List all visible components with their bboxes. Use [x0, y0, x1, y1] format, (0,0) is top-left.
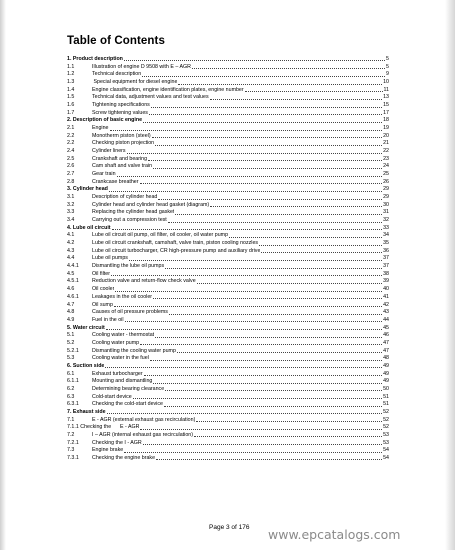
toc-dot-leader	[164, 401, 382, 406]
toc-entry-title: Technical description	[92, 71, 142, 78]
toc-dot-leader	[194, 432, 382, 437]
toc-entry-title: 5. Water circuit	[67, 324, 105, 331]
toc-entry[interactable]	[67, 294, 389, 302]
toc-entry-page: 48	[383, 355, 389, 362]
toc-entry-number: 7.2.1	[67, 439, 79, 446]
toc-entry-title: Oil sump	[92, 301, 113, 308]
toc-entry-page: 53	[383, 431, 389, 438]
toc-entry-title: Technical data, adjustment values and test values	[92, 94, 209, 101]
toc-entry-title: Illustration of engine D 9508 with E – AGR	[92, 63, 191, 70]
toc-dot-leader	[124, 447, 382, 452]
toc-entry-number: 2.6	[67, 163, 75, 170]
toc-entry-page: 5	[386, 56, 389, 62]
toc-entry[interactable]	[67, 94, 389, 102]
toc-entry-title: Cam shaft and valve train	[92, 163, 153, 170]
toc-entry[interactable]	[67, 424, 389, 432]
toc-entry-title: Lube oil circuit crankshaft, camshaft, valve train, piston cooling nozzles	[92, 240, 259, 247]
toc-dot-leader	[165, 263, 382, 268]
toc-entry-page: 35	[383, 240, 389, 247]
toc-entry[interactable]	[67, 386, 389, 394]
toc-entry-title: Tightening specifications	[92, 102, 150, 109]
toc-entry-number: 5.3	[67, 355, 75, 362]
toc-entry-page: 9	[386, 71, 389, 78]
toc-entry-title: Cooling water pump	[92, 339, 140, 346]
toc-dot-leader	[117, 171, 383, 176]
toc-entry-page: 52	[383, 424, 389, 431]
toc-entry[interactable]	[67, 271, 389, 279]
toc-entry[interactable]	[67, 79, 389, 87]
toc-entry-number: 4.3	[67, 247, 75, 254]
toc-entry-number: 2.2	[67, 140, 75, 147]
toc-entry[interactable]	[67, 332, 389, 340]
toc-entry-page: 18	[383, 117, 389, 124]
toc-entry[interactable]	[67, 348, 389, 356]
toc-entry-number: 1.3	[67, 79, 75, 86]
toc-dot-leader	[124, 56, 385, 61]
toc-entry-page: 52	[383, 408, 389, 415]
toc-entry-page: 37	[383, 263, 389, 270]
toc-dot-leader	[112, 225, 383, 230]
toc-entry-title: Crankshaft and bearing	[92, 155, 148, 162]
toc-entry-page: 49	[383, 362, 389, 369]
toc-dot-leader	[158, 194, 382, 199]
toc-entry-number: 2.4	[67, 148, 75, 155]
toc-entry-page: 54	[383, 454, 389, 461]
toc-dot-leader	[169, 309, 382, 314]
toc-entry-title: Checking piston projection	[92, 140, 155, 147]
toc-entry-page: 36	[383, 247, 389, 254]
toc-entry-number: 4.4.1	[67, 263, 79, 270]
toc-entry[interactable]	[67, 394, 389, 402]
toc-dot-leader	[133, 394, 382, 399]
toc-dot-leader	[140, 340, 382, 345]
toc-dot-leader	[197, 278, 382, 283]
toc-dot-leader	[106, 325, 382, 330]
toc-entry-page: 38	[383, 270, 389, 277]
toc-entry-number: 4.5	[67, 270, 75, 277]
toc-dot-leader	[144, 371, 382, 376]
toc-dot-leader	[143, 440, 382, 445]
toc-entry-title: I – AGR (internal exhaust gas recirculation)	[92, 431, 193, 438]
toc-entry-page: 23	[383, 155, 389, 162]
toc-entry[interactable]	[67, 432, 389, 440]
toc-dot-leader	[153, 378, 382, 383]
toc-entry-page: 19	[383, 125, 389, 132]
toc-entry-number: 4.2	[67, 240, 75, 247]
toc-entry[interactable]	[67, 309, 389, 317]
toc-entry-number: 4.7	[67, 301, 75, 308]
toc-entry[interactable]	[67, 401, 389, 409]
toc-entry-number: 1.5	[67, 94, 75, 101]
toc-entry-page: 53	[383, 439, 389, 446]
toc-entry-title: Lube oil circuit oil pump, oil filter, oil cooler, oil water pump	[92, 232, 229, 239]
toc-section-heading[interactable]	[67, 117, 389, 125]
toc-entry-title: 7.1.1 Checking the E - AGR	[67, 424, 140, 431]
toc-entry[interactable]	[67, 179, 389, 187]
toc-entry-number: 6.3.1	[67, 401, 79, 408]
toc-entry-page: 13	[383, 94, 389, 101]
toc-entry-title: Reduction valve and return-flow check valve	[92, 278, 196, 285]
toc-entry-page: 5	[386, 63, 389, 70]
toc-dot-leader	[109, 186, 382, 191]
toc-entry-title: Description of cylinder head	[92, 194, 158, 201]
toc-entry-page: 51	[383, 393, 389, 400]
toc-entry-title: Mounting and dismantling	[92, 378, 153, 385]
toc-entry-number: 7.1	[67, 416, 75, 423]
page-shadow-right	[445, 0, 455, 550]
toc-entry[interactable]	[67, 278, 389, 286]
toc-entry-number: 3.4	[67, 217, 75, 224]
toc-entry-title: Determining bearing clearance	[92, 385, 165, 392]
toc-dot-leader	[153, 163, 382, 168]
toc-entry-number: 4.5.1	[67, 278, 79, 285]
toc-entry[interactable]	[67, 140, 389, 148]
toc-entry-page: 45	[383, 324, 389, 331]
toc-entry-page: 51	[383, 401, 389, 408]
toc-entry[interactable]	[67, 156, 389, 164]
toc-entry-title: Cylinder liners	[92, 148, 126, 155]
toc-section-heading[interactable]	[67, 409, 389, 417]
toc-dot-leader	[177, 348, 382, 353]
toc-entry-number: 4.1	[67, 232, 75, 239]
toc-dot-leader	[155, 332, 382, 337]
toc-dot-leader	[140, 179, 383, 184]
toc-entry-number: 2.1	[67, 125, 75, 132]
toc-entry[interactable]	[67, 440, 389, 448]
toc-entry-title: Checking the I - AGR	[92, 439, 142, 446]
toc-dot-leader	[150, 355, 382, 360]
toc-entry-page: 40	[383, 286, 389, 293]
toc-entry-number: 1.2	[67, 71, 75, 78]
toc-entry-page: 32	[383, 217, 389, 224]
toc-section-heading[interactable]	[67, 186, 389, 194]
toc-dot-leader	[149, 110, 382, 115]
toc-dot-leader	[107, 409, 383, 414]
toc-dot-leader	[125, 317, 383, 322]
toc-entry-title: 7. Exhaust side	[67, 408, 106, 415]
toc-dot-leader	[192, 64, 385, 69]
toc-entry[interactable]	[67, 302, 389, 310]
toc-entry-title: Special equipment for diesel engine	[92, 79, 178, 86]
toc-entry-number: 4.4	[67, 255, 75, 262]
toc-entry-page: 42	[383, 301, 389, 308]
toc-entry-title: 6. Suction side	[67, 362, 105, 369]
toc-entry-title: Lube oil pumps	[92, 255, 128, 262]
toc-dot-leader	[142, 71, 385, 76]
toc-entry-title: Cooling water - thermostat	[92, 332, 155, 339]
toc-dot-leader	[261, 248, 382, 253]
toc-entry-number: 4.6.1	[67, 293, 79, 300]
toc-entry[interactable]	[67, 133, 389, 141]
toc-entry-title: Screw tightening values	[92, 109, 148, 116]
toc-entry-page: 26	[383, 178, 389, 185]
toc-entry[interactable]	[67, 455, 389, 463]
toc-entry-page: 50	[383, 385, 389, 392]
toc-entry[interactable]	[67, 148, 389, 156]
toc-entry-page: 49	[383, 370, 389, 377]
toc-entry-page: 41	[383, 293, 389, 300]
toc-entry-page: 37	[383, 255, 389, 262]
toc-entry-number: 5.2.1	[67, 347, 79, 354]
toc-dot-leader	[210, 94, 382, 99]
toc-entry-title: Crankcase breather	[92, 178, 139, 185]
toc-dot-leader	[210, 202, 382, 207]
toc-entry[interactable]	[67, 371, 389, 379]
page-shadow-left	[0, 0, 6, 550]
toc-entry-number: 1.6	[67, 102, 75, 109]
toc-entry-page: 21	[383, 140, 389, 147]
toc-entry-number: 2.2	[67, 132, 75, 139]
toc-entry-number: 1.4	[67, 86, 75, 93]
toc-entry-number: 7.3	[67, 447, 75, 454]
toc-section-heading[interactable]	[67, 56, 389, 64]
toc-entry-number: 4.6	[67, 286, 75, 293]
toc-entry-number: 6.3	[67, 393, 75, 400]
toc-dot-leader	[127, 148, 383, 153]
toc-entry-title: Fuel in the oil	[92, 316, 124, 323]
toc-entry-title: Gear train	[92, 171, 116, 178]
toc-entry-title: Checking the cold-start device	[92, 401, 163, 408]
toc-entry-number: 3.3	[67, 209, 75, 216]
toc-entry[interactable]	[67, 125, 389, 133]
toc-entry-title: Replacing the cylinder head gasket	[92, 209, 175, 216]
toc-section-heading[interactable]	[67, 325, 389, 333]
toc-entry-title: Causes of oil pressure problems	[92, 309, 168, 316]
toc-entry[interactable]	[67, 217, 389, 225]
toc-entry[interactable]	[67, 171, 389, 179]
toc-entry-title: Checking the engine brake	[92, 454, 156, 461]
toc-dot-leader	[175, 209, 382, 214]
toc-entry[interactable]	[67, 64, 389, 72]
toc-entry-title: Engine	[92, 125, 109, 132]
toc-entry-page: 31	[383, 209, 389, 216]
toc-dot-leader	[152, 133, 383, 138]
toc-entry-page: 29	[383, 194, 389, 201]
toc-entry-number: 5.1	[67, 332, 75, 339]
toc-entry-page: 43	[383, 309, 389, 316]
toc-entry-page: 20	[383, 132, 389, 139]
toc-entry[interactable]	[67, 232, 389, 240]
toc-entry-page: 49	[383, 378, 389, 385]
toc-entry-page: 52	[383, 416, 389, 423]
toc-entry-page: 54	[383, 447, 389, 454]
toc-entry[interactable]	[67, 340, 389, 348]
toc-entry-title: Cooling water in the fuel	[92, 355, 149, 362]
toc-dot-leader	[153, 294, 382, 299]
toc-entry-number: 1.1	[67, 63, 75, 70]
toc-entry-number: 1.7	[67, 109, 75, 116]
toc-entry[interactable]	[67, 417, 389, 425]
toc-entry[interactable]	[67, 240, 389, 248]
toc-entry-number: 4.8	[67, 309, 75, 316]
toc-entry-page: 15	[383, 102, 389, 109]
toc-entry-number: 6.1	[67, 370, 75, 377]
toc-entry[interactable]	[67, 202, 389, 210]
toc-entry-title: 3. Cylinder head	[67, 186, 108, 193]
toc-entry-title: Dismantling the cooling water pump	[92, 347, 176, 354]
toc-entry-title: Cylinder head and cylinder head gasket (diagram)	[92, 201, 210, 208]
toc-entry-number: 2.7	[67, 171, 75, 178]
toc-entry-page: 47	[383, 347, 389, 354]
toc-entry-title: Exhaust turbocharger	[92, 370, 143, 377]
toc-entry-title: Oil cooler	[92, 286, 115, 293]
toc-entry-page: 17	[383, 109, 389, 116]
toc-entry-title: Cold-start device	[92, 393, 132, 400]
page-number: Page 3 of 176	[209, 524, 250, 531]
toc-entry[interactable]	[67, 194, 389, 202]
toc-dot-leader	[165, 386, 382, 391]
toc-entry-page: 22	[383, 148, 389, 155]
toc-entry[interactable]	[67, 378, 389, 386]
toc-dot-leader	[155, 140, 382, 145]
toc-entry-title: Dismantling the lube oil pumps	[92, 263, 165, 270]
toc-dot-leader	[129, 255, 382, 260]
toc-entry-title: Engine classification, engine identification plates, engine number	[92, 86, 244, 93]
toc-section-heading[interactable]	[67, 225, 389, 233]
toc-entry-title: Leakages in the oil cooler	[92, 293, 153, 300]
toc-entry-title: Monotherm piston (steel)	[92, 132, 151, 139]
page-title: Table of Contents	[67, 35, 165, 47]
toc-entry-page: 29	[383, 186, 389, 193]
toc-dot-leader	[156, 455, 382, 460]
toc-entry-page: 39	[383, 278, 389, 285]
toc-entry-number: 3.1	[67, 194, 75, 201]
toc-entry-number: 4.9	[67, 316, 75, 323]
toc-entry-number: 2.8	[67, 178, 75, 185]
toc-entry[interactable]	[67, 317, 389, 325]
toc-entry-page: 33	[383, 224, 389, 231]
toc-section-heading[interactable]	[67, 363, 389, 371]
toc-entry-page: 44	[383, 316, 389, 323]
toc-dot-leader	[140, 424, 382, 429]
toc-dot-leader	[196, 417, 382, 422]
toc-entry-page: 46	[383, 332, 389, 339]
toc-entry-page: 24	[383, 163, 389, 170]
toc-entry-page: 30	[383, 201, 389, 208]
toc-dot-leader	[114, 302, 382, 307]
toc-entry-title: Engine brake	[92, 447, 124, 454]
toc-entry[interactable]	[67, 102, 389, 110]
toc-entry-page: 47	[383, 339, 389, 346]
toc-entry[interactable]	[67, 110, 389, 118]
toc-dot-leader	[115, 286, 382, 291]
toc-entry-title: 2. Description of basic engine	[67, 117, 143, 124]
table-of-contents	[67, 56, 389, 463]
toc-dot-leader	[110, 125, 383, 130]
toc-entry[interactable]	[67, 255, 389, 263]
toc-entry[interactable]	[67, 87, 389, 95]
toc-entry[interactable]	[67, 248, 389, 256]
toc-entry[interactable]	[67, 286, 389, 294]
toc-entry[interactable]	[67, 447, 389, 455]
toc-entry-title: Oil filter	[92, 270, 110, 277]
toc-dot-leader	[168, 217, 382, 222]
toc-dot-leader	[229, 232, 382, 237]
toc-dot-leader	[245, 87, 383, 92]
toc-entry[interactable]	[67, 355, 389, 363]
toc-entry-number: 3.2	[67, 201, 75, 208]
toc-entry-title: 4. Lube oil circuit	[67, 224, 111, 231]
toc-entry-number: 6.1.1	[67, 378, 79, 385]
toc-entry-title: E - AGR (external exhaust gas recirculation)	[92, 416, 196, 423]
toc-dot-leader	[143, 117, 382, 122]
toc-dot-leader	[111, 271, 382, 276]
toc-dot-leader	[148, 156, 382, 161]
toc-entry-number: 6.2	[67, 385, 75, 392]
toc-dot-leader	[178, 79, 382, 84]
toc-entry-number: 7.2	[67, 431, 75, 438]
toc-entry-title: Lube oil circuit turbocharger, CR high-pressure pump and auxiliary drive	[92, 247, 261, 254]
toc-entry-title: Carrying out a compression test	[92, 217, 167, 224]
toc-dot-leader	[151, 102, 382, 107]
watermark-text: www.epcatalogs.com	[268, 527, 401, 542]
toc-entry-page: 11	[383, 86, 389, 93]
toc-entry[interactable]	[67, 71, 389, 79]
toc-entry-number: 7.3.1	[67, 454, 79, 461]
toc-entry-page: 34	[383, 232, 389, 239]
toc-entry[interactable]	[67, 209, 389, 217]
toc-entry-page: 10	[383, 79, 389, 86]
toc-entry-number: 2.5	[67, 155, 75, 162]
toc-entry[interactable]	[67, 263, 389, 271]
toc-entry[interactable]	[67, 163, 389, 171]
toc-entry-title: 1. Product description	[67, 56, 123, 62]
toc-dot-leader	[259, 240, 382, 245]
toc-entry-page: 25	[383, 171, 389, 178]
toc-entry-number: 5.2	[67, 339, 75, 346]
toc-dot-leader	[105, 363, 382, 368]
